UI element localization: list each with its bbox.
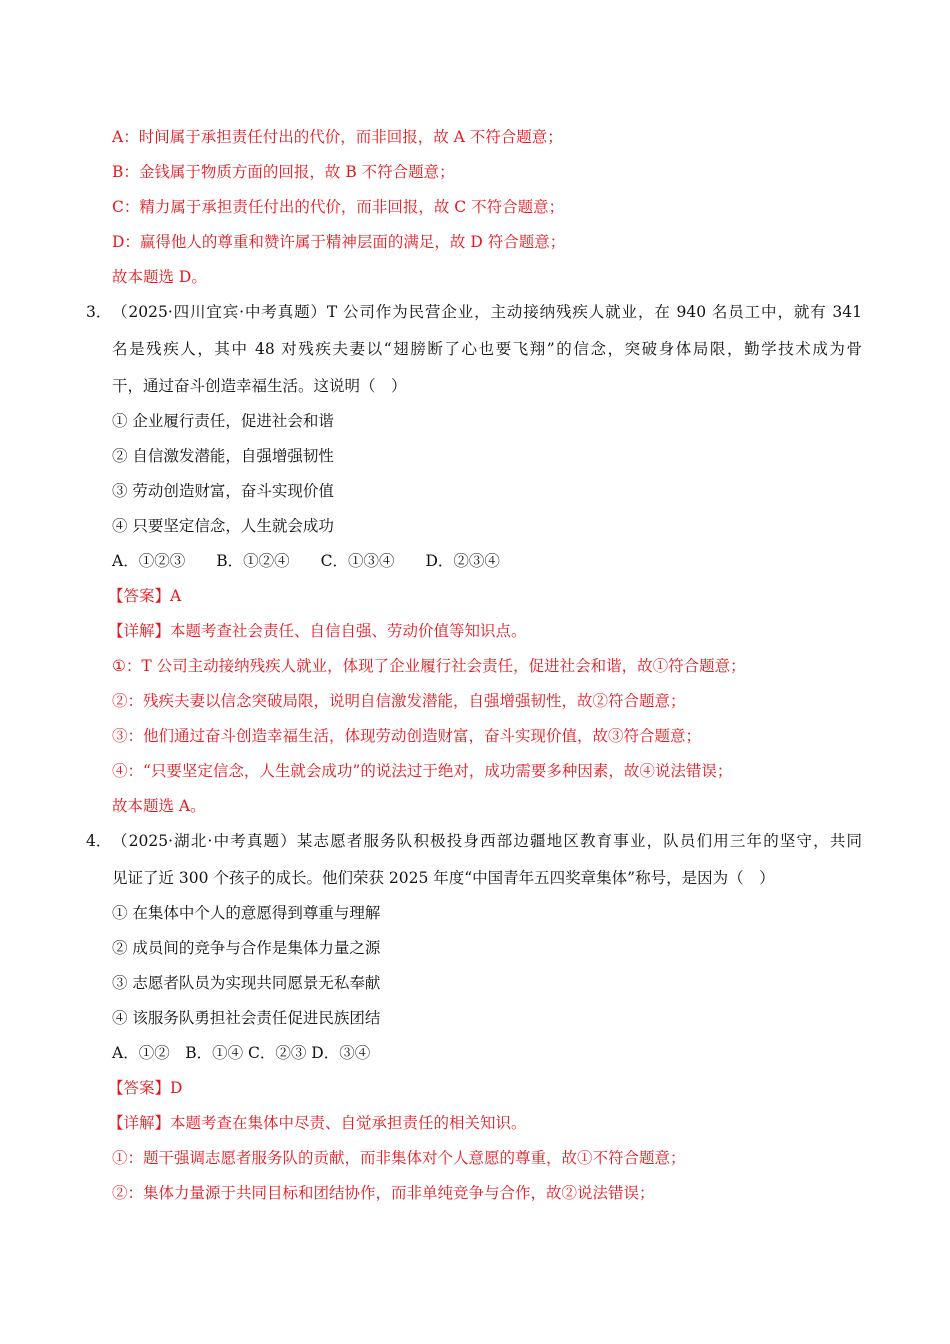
question-number: 4． — [86, 832, 112, 850]
question-stem-line: 名是残疾人，其中 48 对残疾夫妻以“翅膀断了心也要飞翔”的信念，突破身体局限，勤学技术成为骨 — [112, 340, 862, 358]
question-stem-line: 见证了近 300 个孩子的成长。他们荣获 2025 年度“中国青年五四奖章集体”称号，是因为（ ） — [112, 869, 775, 887]
explanation-line: 故本题选 D。 — [112, 268, 207, 286]
answer-options: A．①② B．①④ C．②③ D．③④ — [112, 1044, 371, 1062]
explanation-line: B：金钱属于物质方面的回报，故 B 不符合题意； — [112, 163, 455, 181]
answer-options: A．①②③ B．①②④ C．①③④ D．②③④ — [112, 552, 500, 570]
statement-item: ① 企业履行责任，促进社会和谐 — [112, 412, 334, 430]
statement-item: ① 在集体中个人的意愿得到尊重与理解 — [112, 904, 381, 922]
question-stem-line: （2025·湖北·中考真题）某志愿者服务队积极投身西部边疆地区教育事业，队员们用三年的坚守，共同 — [112, 832, 862, 850]
explanation-line: D：赢得他人的尊重和赞许属于精神层面的满足，故 D 符合题意； — [112, 233, 566, 251]
explanation-line: A：时间属于承担责任付出的代价，而非回报，故 A 不符合题意； — [112, 128, 563, 146]
explanation-line: 故本题选 A。 — [112, 797, 206, 815]
question-stem-line: 干，通过奋斗创造幸福生活。这说明（ ） — [112, 377, 407, 395]
answer-label: 【答案】A — [108, 587, 182, 605]
statement-item: ④ 该服务队勇担社会责任促进民族团结 — [112, 1009, 381, 1027]
explanation-line: ③：他们通过奋斗创造幸福生活，体现劳动创造财富，奋斗实现价值，故③符合题意； — [112, 727, 702, 745]
explanation-line: ②：集体力量源于共同目标和团结协作，而非单纯竞争与合作，故②说法错误； — [112, 1184, 655, 1202]
explanation-line: 【详解】本题考查在集体中尽责、自觉承担责任的相关知识。 — [108, 1114, 527, 1132]
question-stem-line: （2025·四川宜宾·中考真题）T 公司作为民营企业，主动接纳残疾人就业，在 940 名员工中，就有 341 — [112, 303, 862, 321]
statement-item: ④ 只要坚定信念，人生就会成功 — [112, 517, 334, 535]
statement-item: ③ 志愿者队员为实现共同愿景无私奉献 — [112, 974, 381, 992]
explanation-line: ①：T 公司主动接纳残疾人就业，体现了企业履行社会责任，促进社会和谐，故①符合题意； — [112, 657, 746, 675]
explanation-line: 【详解】本题考查社会责任、自信自强、劳动价值等知识点。 — [108, 622, 527, 640]
explanation-line: ④：“只要坚定信念，人生就会成功”的说法过于绝对，成功需要多种因素，故④说法错误； — [112, 762, 733, 780]
question-number: 3． — [86, 303, 112, 321]
explanation-line: C：精力属于承担责任付出的代价，而非回报，故 C 不符合题意； — [112, 198, 565, 216]
explanation-line: ①：题干强调志愿者服务队的贡献，而非集体对个人意愿的尊重，故①不符合题意； — [112, 1149, 686, 1167]
statement-item: ② 自信激发潜能，自强增强韧性 — [112, 447, 334, 465]
statement-item: ② 成员间的竞争与合作是集体力量之源 — [112, 939, 381, 957]
statement-item: ③ 劳动创造财富，奋斗实现价值 — [112, 482, 334, 500]
explanation-line: ②：残疾夫妻以信念突破局限，说明自信激发潜能，自强增强韧性，故②符合题意； — [112, 692, 686, 710]
answer-label: 【答案】D — [108, 1079, 183, 1097]
